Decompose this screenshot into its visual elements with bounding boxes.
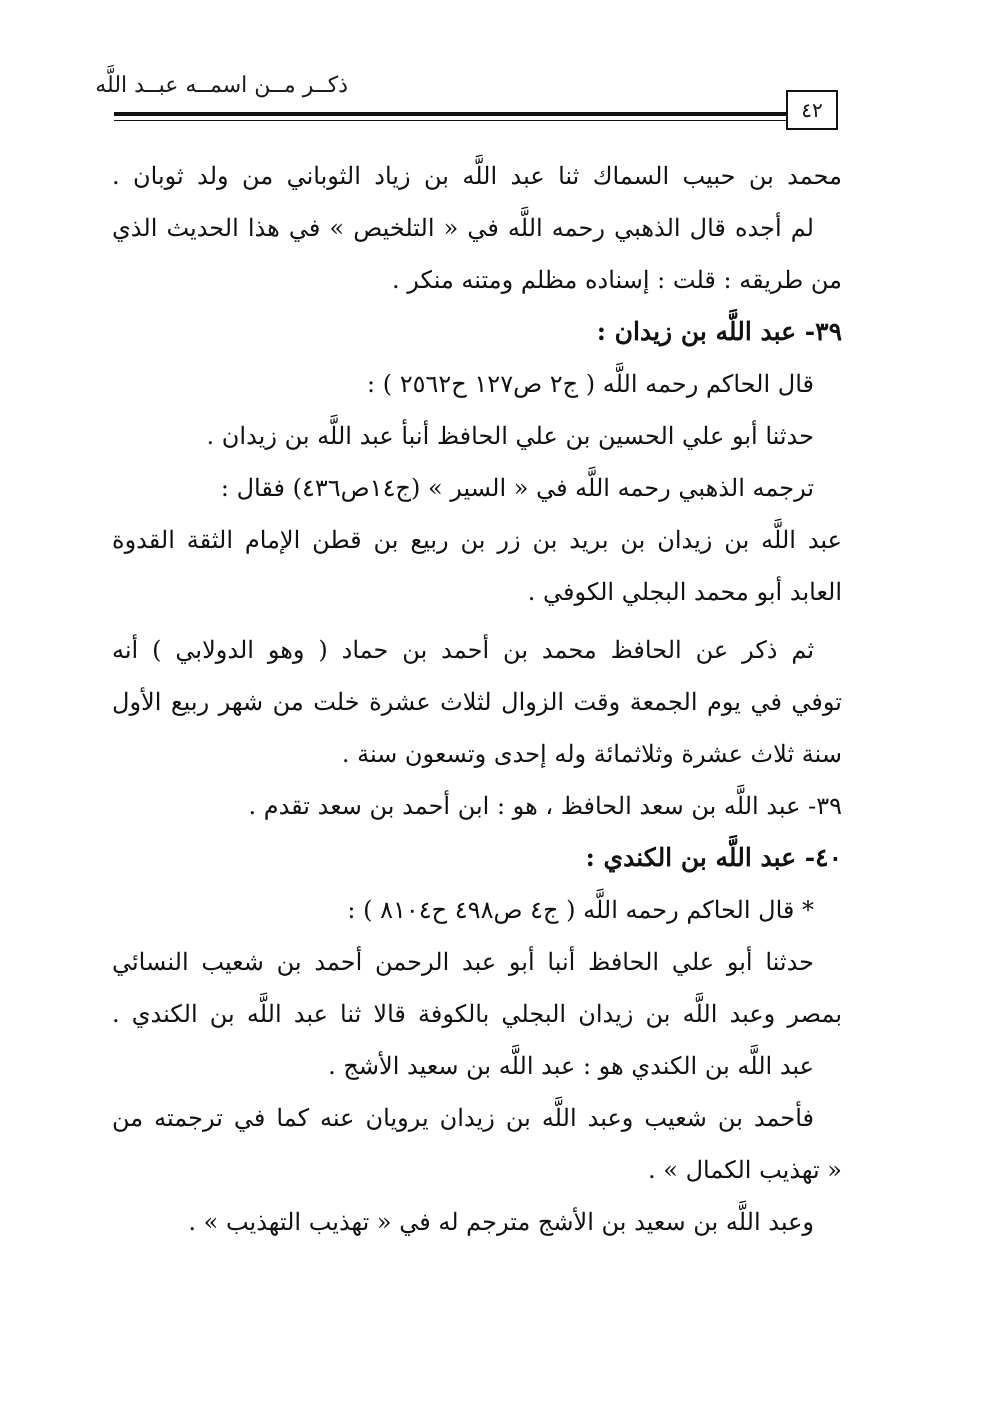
header-rule-thick: [114, 112, 786, 116]
text-line: حدثنا أبو علي الحافظ أنبا أبو عبد الرحمن أحمد بن شعيب النسائي: [112, 948, 815, 976]
text-line: ترجمه الذهبي رحمه اللَّه في « السير » (ج١٤ص٤٣٦) فقال :: [220, 474, 814, 502]
text-line: عبد اللَّه بن الكندي هو : عبد اللَّه بن سعيد الأشج .: [328, 1052, 814, 1080]
text-line: فأحمد بن شعيب وعبد اللَّه بن زيدان يرويان عنه كما في ترجمته من: [112, 1104, 814, 1132]
text-line: لم أجده قال الذهبي رحمه اللَّه في « التلخيص » في هذا الحديث الذي: [112, 214, 814, 242]
text-line: * قال الحاكم رحمه اللَّه ( ج٤ ص٤٩٨ ح٨١٠٤ ) :: [347, 896, 814, 924]
text-line: بمصر وعبد اللَّه بن زيدان البجلي بالكوفة قالا ثنا عبد اللَّه بن الكندي .: [112, 1000, 842, 1028]
page-number: ٤٢: [786, 90, 838, 130]
text-line: محمد بن حبيب السماك ثنا عبد اللَّه بن زياد الثوباني من ولد ثوبان .: [112, 162, 842, 190]
body-text: [112, 150, 842, 1248]
text-line: توفي في يوم الجمعة وقت الزوال لثلاث عشرة خلت من شهر ربيع الأول: [112, 688, 842, 716]
text-line: قال الحاكم رحمه اللَّه ( ج٢ ص١٢٧ ح٢٥٦٢ ) :: [367, 370, 814, 398]
text-line: حدثنا أبو علي الحسين بن علي الحافظ أنبأ عبد اللَّه بن زيدان .: [206, 422, 814, 450]
entry-heading: ٣٩- عبد اللَّه بن زيدان :: [596, 317, 842, 346]
text-line: عبد اللَّه بن زيدان بن بريد بن زر بن ربيع بن قطن الإمام الثقة القدوة: [112, 526, 842, 554]
running-title: ذكــر مــن اسمــه عبــد اللَّه: [95, 73, 348, 98]
text-line: ثم ذكر عن الحافظ محمد بن أحمد بن حماد ( وهو الدولابي ) أنه: [112, 636, 814, 664]
text-line: العابد أبو محمد البجلي الكوفي .: [527, 578, 842, 606]
text-line: سنة ثلاث عشرة وثلاثمائة وله إحدى وتسعون سنة .: [341, 740, 842, 768]
text-line: وعبد اللَّه بن سعيد بن الأشج مترجم له في « تهذيب التهذيب » .: [188, 1208, 814, 1236]
entry-heading: ٤٠- عبد اللَّه بن الكندي :: [585, 843, 842, 872]
header-rule-thin: [114, 120, 786, 121]
entry-heading-inline: ٣٩- عبد اللَّه بن سعد الحافظ ، هو : ابن أحمد بن سعد تقدم .: [248, 792, 842, 820]
text-line: « تهذيب الكمال » .: [648, 1156, 842, 1184]
text-line: من طريقه : قلت : إسناده مظلم ومتنه منكر .: [391, 266, 842, 294]
